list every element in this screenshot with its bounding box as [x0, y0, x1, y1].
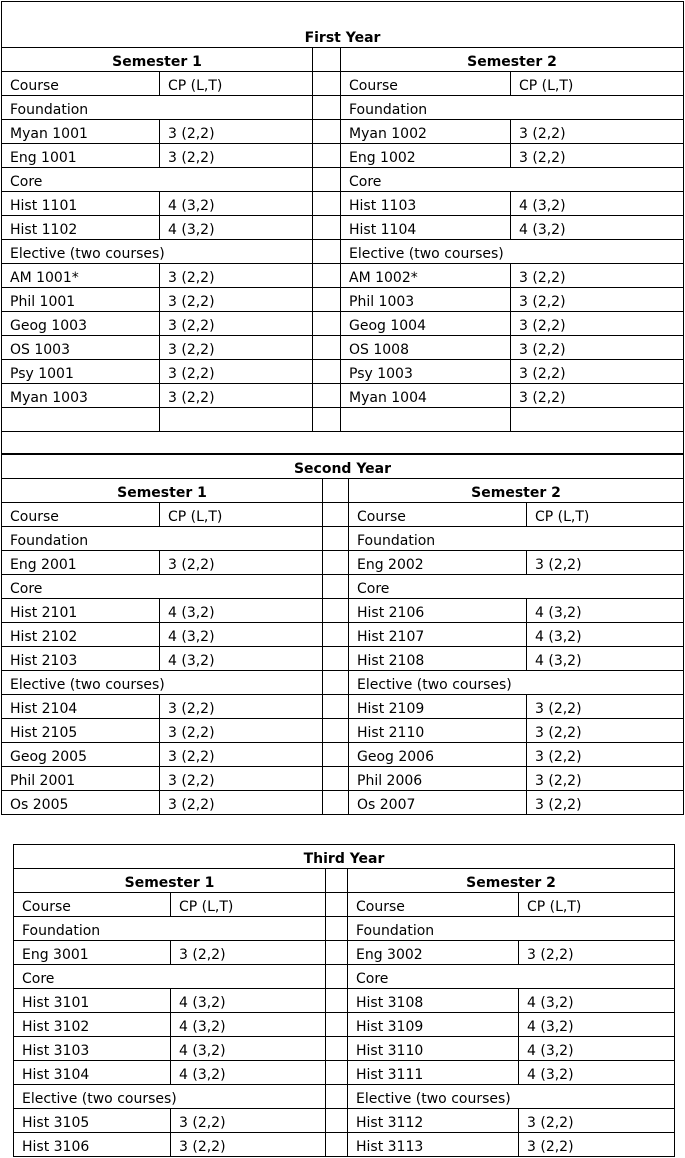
column-gap	[323, 575, 349, 599]
cp-cell: 3 (2,2)	[171, 941, 326, 965]
course-cell: Hist 2107	[349, 623, 527, 647]
course-cell: Eng 2001	[2, 551, 160, 575]
cp-cell: 3 (2,2)	[519, 1133, 675, 1157]
semester-1-label: Semester 1	[14, 869, 326, 893]
course-cell: Hist 3108	[348, 989, 519, 1013]
group-label: Elective (two courses)	[348, 1085, 675, 1109]
course-cell: Hist 3105	[14, 1109, 171, 1133]
cp-cell: 3 (2,2)	[511, 288, 684, 312]
course-cell: Hist 2104	[2, 695, 160, 719]
table-row	[14, 1109, 675, 1133]
table-row	[2, 623, 684, 647]
column-gap	[326, 917, 348, 941]
course-cell: Psy 1001	[2, 360, 160, 384]
group-label: Foundation	[349, 527, 684, 551]
column-gap	[323, 503, 349, 527]
course-header: Course	[348, 893, 519, 917]
table-row	[2, 288, 684, 312]
course-cell: Hist 3109	[348, 1013, 519, 1037]
course-cell: Hist 3104	[14, 1061, 171, 1085]
course-cell: Hist 1102	[2, 216, 160, 240]
course-cell: OS 1008	[341, 336, 511, 360]
column-gap	[323, 671, 349, 695]
table-row	[14, 1037, 675, 1061]
cp-cell: 3 (2,2)	[160, 791, 323, 815]
cp-cell: 4 (3,2)	[519, 1013, 675, 1037]
cp-header: CP (L,T)	[171, 893, 326, 917]
cp-cell: 3 (2,2)	[527, 743, 684, 767]
cp-cell: 3 (2,2)	[160, 551, 323, 575]
cp-cell: 4 (3,2)	[160, 192, 313, 216]
table-row	[2, 240, 684, 264]
table-row	[2, 791, 684, 815]
cp-cell: 3 (2,2)	[527, 791, 684, 815]
cp-cell: 3 (2,2)	[171, 1109, 326, 1133]
column-gap	[323, 695, 349, 719]
table-row	[14, 1061, 675, 1085]
group-label: Elective (two courses)	[349, 671, 684, 695]
cp-cell: 3 (2,2)	[511, 144, 684, 168]
course-cell: Hist 1101	[2, 192, 160, 216]
group-label: Foundation	[14, 917, 326, 941]
table-row	[2, 767, 684, 791]
column-gap	[323, 791, 349, 815]
course-cell: Psy 1003	[341, 360, 511, 384]
column-gap	[313, 168, 341, 192]
column-gap	[323, 599, 349, 623]
course-header: Course	[341, 72, 511, 96]
cp-cell: 3 (2,2)	[511, 336, 684, 360]
group-label: Core	[14, 965, 326, 989]
group-label: Elective (two courses)	[341, 240, 684, 264]
table-row	[14, 989, 675, 1013]
cp-cell: 3 (2,2)	[160, 336, 313, 360]
semester-2-label: Semester 2	[349, 479, 684, 503]
table-row	[2, 312, 684, 336]
group-label: Foundation	[2, 96, 313, 120]
cp-cell: 4 (3,2)	[519, 1061, 675, 1085]
column-gap	[313, 288, 341, 312]
group-label: Elective (two courses)	[2, 671, 323, 695]
table-row	[14, 1133, 675, 1157]
course-cell: Eng 1002	[341, 144, 511, 168]
course-cell: Os 2007	[349, 791, 527, 815]
cp-cell: 3 (2,2)	[160, 120, 313, 144]
cp-header: CP (L,T)	[160, 503, 323, 527]
table-row	[2, 527, 684, 551]
course-cell: Hist 2106	[349, 599, 527, 623]
first-year-table	[1, 1, 684, 454]
table-row	[2, 192, 684, 216]
cp-cell: 3 (2,2)	[160, 695, 323, 719]
cp-cell: 3 (2,2)	[527, 719, 684, 743]
group-label: Core	[349, 575, 684, 599]
table-row	[2, 96, 684, 120]
course-cell: Hist 1103	[341, 192, 511, 216]
column-gap	[326, 869, 348, 893]
cp-cell: 4 (3,2)	[171, 1037, 326, 1061]
course-cell: Hist 3106	[14, 1133, 171, 1157]
cp-cell: 3 (2,2)	[160, 312, 313, 336]
cp-cell	[511, 408, 684, 432]
course-cell: Myan 1003	[2, 384, 160, 408]
course-cell: Hist 3111	[348, 1061, 519, 1085]
second-year-table	[1, 454, 684, 815]
cp-header: CP (L,T)	[527, 503, 684, 527]
table-row	[2, 671, 684, 695]
course-cell: Eng 3002	[348, 941, 519, 965]
course-cell: Hist 3113	[348, 1133, 519, 1157]
course-cell	[341, 408, 511, 432]
column-gap	[313, 312, 341, 336]
table-row	[14, 1013, 675, 1037]
cp-cell: 4 (3,2)	[171, 1061, 326, 1085]
column-gap	[323, 767, 349, 791]
table-row	[2, 216, 684, 240]
course-cell: Myan 1002	[341, 120, 511, 144]
course-cell: Phil 1003	[341, 288, 511, 312]
course-cell: AM 1001*	[2, 264, 160, 288]
column-gap	[323, 479, 349, 503]
course-cell: Eng 2002	[349, 551, 527, 575]
column-gap	[326, 1037, 348, 1061]
course-cell: Hist 2110	[349, 719, 527, 743]
group-label: Foundation	[348, 917, 675, 941]
course-cell: Hist 2105	[2, 719, 160, 743]
column-gap	[326, 893, 348, 917]
course-cell: Geog 1003	[2, 312, 160, 336]
year-title: Second Year	[2, 455, 684, 479]
cp-cell: 3 (2,2)	[519, 941, 675, 965]
column-gap	[313, 120, 341, 144]
table-row	[2, 719, 684, 743]
cp-cell: 3 (2,2)	[160, 384, 313, 408]
group-label: Core	[2, 168, 313, 192]
group-label: Elective (two courses)	[14, 1085, 326, 1109]
cp-cell: 3 (2,2)	[160, 743, 323, 767]
course-cell: Hist 2109	[349, 695, 527, 719]
column-gap	[323, 623, 349, 647]
cp-cell: 3 (2,2)	[527, 767, 684, 791]
cp-cell: 3 (2,2)	[160, 264, 313, 288]
column-gap	[326, 989, 348, 1013]
cp-cell: 3 (2,2)	[511, 264, 684, 288]
group-label: Core	[348, 965, 675, 989]
course-cell: Geog 1004	[341, 312, 511, 336]
course-cell: Hist 2102	[2, 623, 160, 647]
cp-cell: 3 (2,2)	[160, 767, 323, 791]
table-row	[2, 599, 684, 623]
column-gap	[313, 144, 341, 168]
table-row	[14, 965, 675, 989]
course-header: Course	[2, 72, 160, 96]
table-row	[2, 336, 684, 360]
column-gap	[326, 1133, 348, 1157]
column-gap	[323, 647, 349, 671]
table-row	[2, 743, 684, 767]
cp-cell: 4 (3,2)	[519, 989, 675, 1013]
course-cell: Eng 3001	[14, 941, 171, 965]
course-cell: Phil 1001	[2, 288, 160, 312]
cp-cell: 3 (2,2)	[511, 312, 684, 336]
column-gap	[326, 1085, 348, 1109]
blank-separator-row	[2, 432, 684, 454]
cp-cell: 3 (2,2)	[160, 719, 323, 743]
course-cell: Geog 2006	[349, 743, 527, 767]
semester-2-label: Semester 2	[341, 48, 684, 72]
course-cell: Phil 2001	[2, 767, 160, 791]
course-cell: Geog 2005	[2, 743, 160, 767]
course-cell: Myan 1004	[341, 384, 511, 408]
cp-cell: 4 (3,2)	[511, 192, 684, 216]
column-gap	[313, 216, 341, 240]
table-row	[2, 551, 684, 575]
table-row	[2, 575, 684, 599]
cp-cell: 4 (3,2)	[171, 1013, 326, 1037]
table-row	[2, 264, 684, 288]
year-title: Third Year	[14, 845, 675, 869]
cp-cell: 3 (2,2)	[171, 1133, 326, 1157]
table-row	[2, 360, 684, 384]
cp-header: CP (L,T)	[511, 72, 684, 96]
cp-cell: 3 (2,2)	[160, 144, 313, 168]
cp-cell: 4 (3,2)	[171, 989, 326, 1013]
column-gap	[313, 408, 341, 432]
course-cell: AM 1002*	[341, 264, 511, 288]
course-header: Course	[14, 893, 171, 917]
course-cell: OS 1003	[2, 336, 160, 360]
column-gap	[323, 719, 349, 743]
cp-cell: 3 (2,2)	[511, 120, 684, 144]
cp-header: CP (L,T)	[160, 72, 313, 96]
table-row	[2, 408, 684, 432]
course-cell	[2, 408, 160, 432]
course-cell: Hist 3102	[14, 1013, 171, 1037]
cp-cell: 3 (2,2)	[511, 360, 684, 384]
table-row	[2, 168, 684, 192]
cp-cell	[160, 408, 313, 432]
cp-cell: 4 (3,2)	[160, 647, 323, 671]
course-cell: Hist 3110	[348, 1037, 519, 1061]
column-gap	[326, 1061, 348, 1085]
cp-cell: 3 (2,2)	[527, 551, 684, 575]
cp-cell: 3 (2,2)	[511, 384, 684, 408]
column-gap	[313, 240, 341, 264]
course-cell: Hist 3101	[14, 989, 171, 1013]
semester-2-label: Semester 2	[348, 869, 675, 893]
cp-cell: 4 (3,2)	[160, 216, 313, 240]
table-row	[14, 941, 675, 965]
cp-cell: 4 (3,2)	[527, 599, 684, 623]
group-label: Foundation	[341, 96, 684, 120]
cp-cell: 3 (2,2)	[527, 695, 684, 719]
column-gap	[313, 264, 341, 288]
course-cell: Hist 2108	[349, 647, 527, 671]
course-cell: Eng 1001	[2, 144, 160, 168]
course-cell: Hist 2101	[2, 599, 160, 623]
column-gap	[313, 384, 341, 408]
year-title: First Year	[2, 2, 684, 48]
column-gap	[313, 48, 341, 72]
course-cell: Phil 2006	[349, 767, 527, 791]
group-label: Foundation	[2, 527, 323, 551]
column-gap	[326, 941, 348, 965]
column-gap	[313, 192, 341, 216]
column-gap	[313, 96, 341, 120]
column-gap	[313, 336, 341, 360]
cp-cell: 4 (3,2)	[527, 647, 684, 671]
group-label: Elective (two courses)	[2, 240, 313, 264]
course-cell: Hist 3103	[14, 1037, 171, 1061]
semester-1-label: Semester 1	[2, 48, 313, 72]
cp-cell: 4 (3,2)	[511, 216, 684, 240]
cp-cell: 3 (2,2)	[519, 1109, 675, 1133]
cp-cell: 4 (3,2)	[160, 623, 323, 647]
column-gap	[313, 72, 341, 96]
course-cell: Myan 1001	[2, 120, 160, 144]
cp-cell: 3 (2,2)	[160, 360, 313, 384]
course-cell: Os 2005	[2, 791, 160, 815]
column-gap	[323, 743, 349, 767]
course-header: Course	[2, 503, 160, 527]
course-cell: Hist 3112	[348, 1109, 519, 1133]
cp-cell: 4 (3,2)	[160, 599, 323, 623]
table-row	[2, 120, 684, 144]
course-header: Course	[349, 503, 527, 527]
column-gap	[326, 1109, 348, 1133]
column-gap	[326, 1013, 348, 1037]
column-gap	[326, 965, 348, 989]
column-gap	[313, 360, 341, 384]
cp-cell: 4 (3,2)	[519, 1037, 675, 1061]
cp-cell: 3 (2,2)	[160, 288, 313, 312]
table-row	[2, 384, 684, 408]
table-row	[14, 1085, 675, 1109]
column-gap	[323, 527, 349, 551]
table-row	[2, 695, 684, 719]
table-row	[14, 917, 675, 941]
column-gap	[323, 551, 349, 575]
cp-cell: 4 (3,2)	[527, 623, 684, 647]
cp-header: CP (L,T)	[519, 893, 675, 917]
group-label: Core	[341, 168, 684, 192]
table-row	[2, 144, 684, 168]
course-cell: Hist 1104	[341, 216, 511, 240]
course-cell: Hist 2103	[2, 647, 160, 671]
group-label: Core	[2, 575, 323, 599]
third-year-table	[13, 844, 675, 1157]
semester-1-label: Semester 1	[2, 479, 323, 503]
table-row	[2, 647, 684, 671]
